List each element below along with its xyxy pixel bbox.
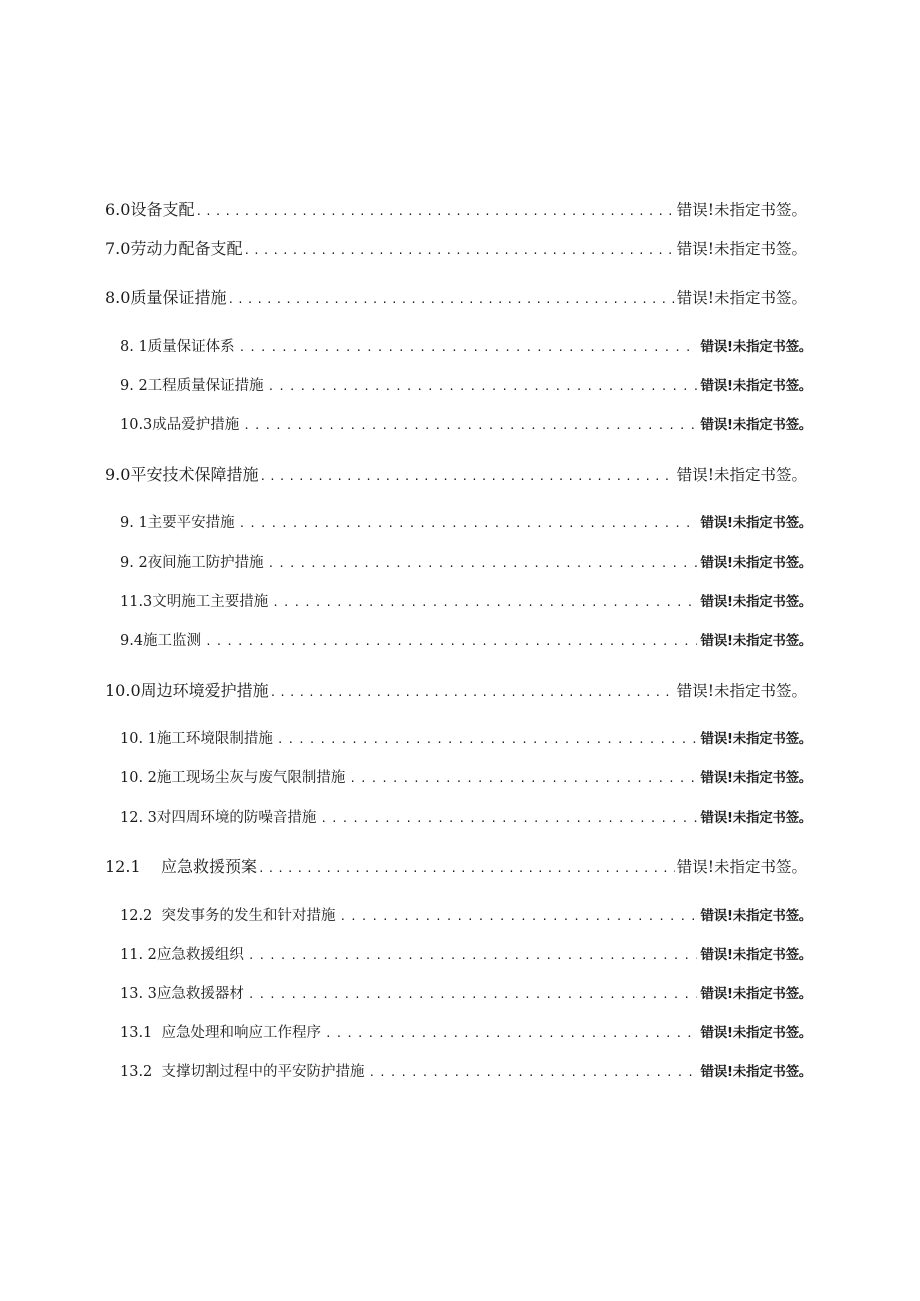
- toc-entry-label: 9. 1主要平安措施: [120, 515, 235, 531]
- toc-entry-label: 13. 3应急救援器材: [120, 986, 244, 1002]
- toc-entry-page-ref: 错误!未指定书签。: [700, 810, 812, 826]
- toc-entry-page-ref: 错误!未指定书签。: [700, 1064, 812, 1080]
- toc-entry[interactable]: [105, 285, 807, 308]
- toc-entry[interactable]: [120, 413, 812, 434]
- toc-entry-page-ref: 错误!未指定书签。: [676, 682, 807, 700]
- toc-entry-page-ref: 错误!未指定书签。: [700, 986, 812, 1002]
- dot-leader: [369, 1066, 697, 1079]
- toc-entry-page-ref: 错误!未指定书签。: [700, 594, 812, 610]
- toc-entry-page-ref: 错误!未指定书签。: [700, 947, 812, 963]
- toc-entry-label: 11.3文明施工主要措施: [120, 594, 269, 610]
- dot-leader: [248, 949, 697, 962]
- toc-entry[interactable]: [120, 551, 812, 572]
- dot-leader: [270, 686, 675, 699]
- toc-entry[interactable]: [120, 766, 812, 787]
- toc-entry[interactable]: [120, 374, 812, 395]
- toc-entry-label: 13.2 支撑切割过程中的平安防护措施: [120, 1064, 365, 1080]
- dot-leader: [227, 293, 674, 306]
- toc-entry-label: 9.0平安技术保障措施: [105, 465, 259, 484]
- toc-entry-page-ref: 错误!未指定书签。: [676, 466, 807, 484]
- toc-entry[interactable]: [105, 462, 807, 485]
- toc-entry-page-ref: 错误!未指定书签。: [700, 555, 812, 571]
- toc-entry[interactable]: [120, 1060, 812, 1081]
- toc-entry[interactable]: [105, 197, 807, 220]
- toc-entry-label: 6.0设备支配: [105, 200, 195, 219]
- toc-entry-label: 10. 2施工现场尘灰与废气限制措施: [120, 770, 346, 786]
- toc-entry-label: 12. 3对四周环境的防噪音措施: [120, 810, 317, 826]
- toc-entry-page-ref: 错误!未指定书签。: [700, 908, 812, 924]
- toc-entry-label: 10.0周边环境爱护措施: [105, 681, 269, 700]
- toc-entry-label: 12.2 突发事务的发生和针对措施: [120, 908, 336, 924]
- toc-entry[interactable]: [120, 590, 812, 611]
- toc-entry[interactable]: [120, 943, 812, 964]
- toc-entry-page-ref: 错误!未指定书签。: [700, 633, 812, 649]
- toc-entry[interactable]: [120, 982, 812, 1003]
- dot-leader: [258, 862, 675, 875]
- dot-leader: [268, 380, 697, 393]
- toc-entry-page-ref: 错误!未指定书签。: [676, 201, 807, 219]
- toc-entry-label: 9.4施工监测: [120, 633, 202, 649]
- toc-entry-page-ref: 错误!未指定书签。: [700, 770, 812, 786]
- dot-leader: [205, 635, 696, 648]
- toc-entry[interactable]: [105, 854, 807, 877]
- dot-leader: [248, 988, 697, 1001]
- toc-entry-label: 8.0质量保证措施: [105, 288, 227, 307]
- dot-leader: [349, 772, 696, 785]
- toc-entry-label: 12.1 应急救援预案: [105, 857, 257, 876]
- toc-entry-page-ref: 错误!未指定书签。: [676, 240, 807, 258]
- toc-entry[interactable]: [120, 904, 812, 925]
- toc-entry[interactable]: [105, 236, 807, 259]
- dot-leader: [195, 205, 674, 218]
- dot-leader: [268, 557, 697, 570]
- dot-leader: [325, 1027, 697, 1040]
- toc-entry-label: 11. 2应急救援组织: [120, 947, 244, 963]
- toc-entry[interactable]: [105, 678, 807, 701]
- toc-entry-page-ref: 错误!未指定书签。: [700, 378, 812, 394]
- toc-entry[interactable]: [120, 806, 812, 827]
- toc-entry-label: 9. 2夜间施工防护措施: [120, 555, 264, 571]
- dot-leader: [320, 812, 696, 825]
- toc-entry-label: 10. 1施工环境限制措施: [120, 731, 273, 747]
- toc-entry-label: 10.3成品爱护措施: [120, 417, 240, 433]
- toc-entry-page-ref: 错误!未指定书签。: [700, 515, 812, 531]
- toc-entry-label: 13.1 应急处理和响应工作程序: [120, 1025, 322, 1041]
- dot-leader: [272, 596, 696, 609]
- toc-entry[interactable]: [120, 1021, 812, 1042]
- dot-leader: [239, 341, 697, 354]
- dot-leader: [259, 470, 674, 483]
- dot-leader: [243, 419, 696, 432]
- toc-entry[interactable]: [120, 511, 812, 532]
- dot-leader: [239, 517, 697, 530]
- toc-entry-label: 9. 2工程质量保证措施: [120, 378, 264, 394]
- toc-entry[interactable]: [120, 727, 812, 748]
- dot-leader: [277, 733, 697, 746]
- dot-leader: [243, 244, 674, 257]
- toc-entry-page-ref: 错误!未指定书签。: [700, 731, 812, 747]
- toc-entry-page-ref: 错误!未指定书签。: [700, 417, 812, 433]
- toc-entry[interactable]: [120, 335, 812, 356]
- toc-entry-page-ref: 错误!未指定书签。: [700, 1025, 812, 1041]
- dot-leader: [340, 910, 697, 923]
- toc-entry-page-ref: 错误!未指定书签。: [700, 339, 812, 355]
- toc-entry-label: 7.0劳动力配备支配: [105, 239, 243, 258]
- toc-entry-page-ref: 错误!未指定书签。: [676, 858, 807, 876]
- toc-entry-label: 8. 1质量保证体系: [120, 339, 235, 355]
- toc-entry-page-ref: 错误!未指定书签。: [676, 289, 807, 307]
- toc-entry[interactable]: [120, 629, 812, 650]
